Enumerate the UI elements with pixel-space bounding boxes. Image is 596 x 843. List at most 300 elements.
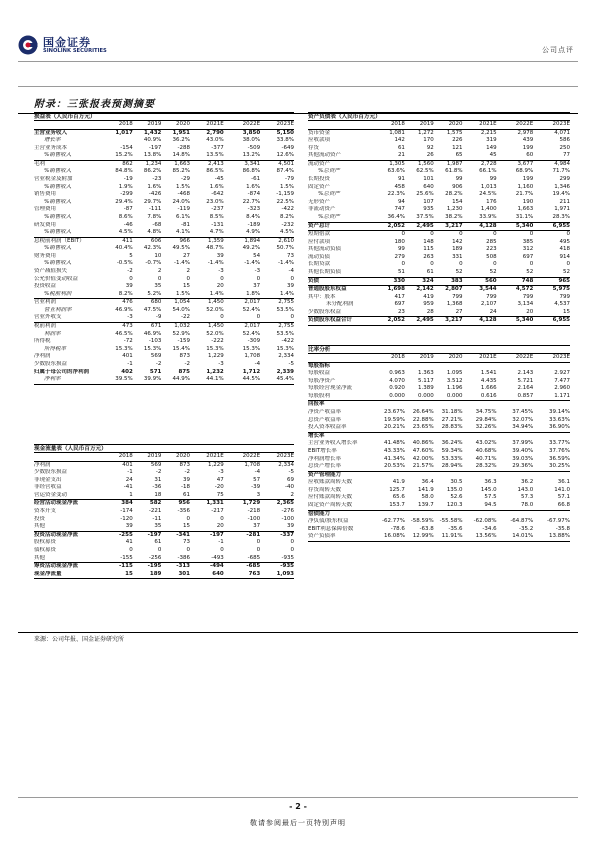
- row-label: 资产负债率: [308, 533, 374, 541]
- row-label: 现金净流量: [34, 571, 104, 579]
- table-cell: 2,495: [405, 222, 434, 231]
- table-cell: 747: [394, 206, 405, 213]
- table-row: [308, 518, 570, 526]
- table-cell: -649: [281, 144, 294, 151]
- table-cell: 2: [157, 267, 162, 274]
- table-cell: 697: [394, 301, 405, 308]
- table-cell: 36.1: [557, 479, 570, 486]
- table-cell: -119: [177, 206, 190, 213]
- table-cell: 154: [452, 198, 463, 205]
- table-cell: 1.5%: [280, 183, 294, 190]
- table-cell: 11.91%: [434, 533, 463, 541]
- income-statement-table: [34, 112, 294, 385]
- table-row: [34, 176, 294, 184]
- table-cell: 39: [260, 523, 294, 531]
- table-row: [34, 563, 294, 571]
- table-cell: 38.2%: [434, 214, 463, 222]
- table-cell: 36.2%: [172, 137, 190, 144]
- table-row: [34, 516, 294, 524]
- table-cell: 24.5%: [479, 191, 497, 198]
- table-cell: -100: [281, 515, 294, 522]
- table-cell: 15.3%: [115, 345, 133, 352]
- table-cell: 86.5%: [206, 168, 224, 175]
- table-cell: -81: [180, 221, 190, 228]
- table-cell: 139.7: [405, 502, 434, 510]
- table-cell: 125.7: [389, 486, 405, 493]
- table-cell: -685: [224, 555, 260, 563]
- table-cell: 92: [426, 144, 434, 151]
- table-row: [308, 269, 570, 277]
- table-cell: 4,071: [554, 129, 570, 136]
- table-cell: 1,712: [242, 368, 261, 375]
- table-cell: -68: [152, 221, 162, 228]
- table-cell: 4.5%: [104, 229, 133, 237]
- table-cell: -1: [127, 360, 133, 367]
- table-cell: 24.0%: [172, 198, 190, 205]
- table-row: [34, 229, 294, 237]
- table-row: [308, 277, 570, 286]
- table-cell: -197: [148, 144, 162, 151]
- table-cell: -1,159: [276, 191, 294, 198]
- row-label: 偿债能力: [308, 510, 331, 517]
- table-cell: 875: [178, 368, 190, 375]
- table-cell: -232: [281, 221, 294, 228]
- table-cell: 28.3%: [533, 214, 570, 222]
- table-cell: -5: [288, 469, 294, 476]
- table-cell: 0: [401, 261, 405, 268]
- table-cell: 324: [405, 277, 434, 286]
- table-cell: 61.8%: [445, 168, 463, 175]
- table-cell: 15: [533, 309, 570, 317]
- table-cell: 61: [161, 492, 190, 500]
- table-row: [34, 291, 294, 299]
- table-cell: -72: [123, 338, 133, 345]
- column-header: 2018: [104, 453, 133, 461]
- table-header-row: [34, 121, 294, 129]
- table-cell: -4: [288, 267, 294, 274]
- table-row: [34, 523, 294, 531]
- table-header-row: [308, 354, 570, 362]
- table-cell: -55.58%: [439, 518, 463, 525]
- column-header: 2020: [434, 354, 463, 362]
- table-cell: 330: [374, 277, 405, 286]
- table-cell: [463, 362, 497, 370]
- table-row: [308, 432, 570, 440]
- table-row: [308, 184, 570, 192]
- table-cell: 39.40%: [512, 447, 534, 454]
- table-row: [34, 314, 294, 322]
- table-cell: [463, 510, 497, 518]
- table-cell: -1: [127, 469, 133, 476]
- table-cell: 2,017: [244, 323, 261, 330]
- row-label: 资本开支: [34, 508, 57, 515]
- table-cell: 28.2%: [445, 191, 463, 198]
- row-label: 短期借款: [308, 231, 331, 238]
- table-cell: -935: [280, 563, 294, 570]
- table-cell: 402: [121, 368, 133, 375]
- table-cell: 53.5%: [276, 306, 294, 313]
- row-label: 负债股东权益合计: [308, 317, 374, 326]
- table-cell: 1.541: [480, 370, 497, 377]
- table-cell: 586: [559, 137, 570, 144]
- table-cell: 61: [154, 539, 162, 546]
- table-cell: 799: [522, 293, 534, 300]
- table-cell: 27: [434, 309, 463, 317]
- table-cell: -218: [247, 508, 261, 515]
- row-label: 研发费用: [34, 221, 57, 228]
- table-row: [308, 533, 570, 541]
- table-cell: 107: [423, 198, 434, 205]
- row-label: 无形资产: [308, 198, 331, 205]
- row-label: 每股股利: [308, 393, 374, 401]
- table-row: [34, 268, 294, 276]
- table-cell: 0: [430, 261, 434, 268]
- table-cell: -217: [211, 508, 224, 515]
- row-label: 销售费用: [34, 191, 57, 198]
- row-label: 净资产收益率: [308, 409, 342, 416]
- table-cell: 1,093: [260, 571, 294, 579]
- table-cell: 46.5%: [115, 330, 133, 337]
- row-label: 归属于母公司的净利润: [34, 368, 90, 375]
- table-cell: 560: [463, 277, 497, 286]
- table-cell: 36.90%: [533, 424, 570, 432]
- row-label: 未分配利润: [326, 301, 354, 308]
- table-cell: -79: [285, 176, 294, 183]
- table-cell: -20: [214, 484, 224, 491]
- table-header-row: [34, 453, 294, 461]
- table-cell: 85.2%: [172, 168, 190, 175]
- table-cell: 13.56%: [463, 533, 497, 541]
- table-cell: -189: [247, 221, 261, 228]
- table-row: [34, 237, 294, 245]
- table-cell: 94: [397, 198, 405, 205]
- table-cell: -5: [288, 360, 294, 367]
- table-cell: -58.59%: [410, 518, 434, 525]
- table-cell: [497, 362, 534, 370]
- table-cell: 1.6%: [209, 183, 224, 190]
- table-cell: 6.1%: [175, 213, 190, 220]
- table-cell: 41.9: [392, 479, 405, 486]
- table-row: [308, 362, 570, 370]
- table-cell: 52.6: [450, 494, 463, 501]
- table-cell: 37.45%: [512, 409, 534, 416]
- table-cell: 383: [434, 277, 463, 286]
- table-cell: 1.5%: [175, 183, 190, 190]
- table-row: [308, 471, 570, 479]
- table-cell: 640: [423, 183, 434, 190]
- table-cell: 1.6%: [147, 183, 162, 190]
- table-row: [308, 510, 570, 518]
- table-cell: 24: [125, 476, 133, 483]
- column-header: 2021E: [463, 354, 497, 362]
- table-cell: 36.24%: [441, 440, 463, 447]
- row-label: 营运资金变动: [34, 492, 104, 500]
- table-row: [308, 378, 570, 386]
- table-cell: 145.0: [480, 486, 497, 493]
- table-cell: 5,150: [276, 129, 294, 136]
- table-cell: 4.9%: [224, 229, 260, 237]
- table-cell: 2.164: [517, 385, 534, 392]
- table-cell: 1,450: [208, 323, 224, 330]
- table-cell: -386: [161, 555, 190, 563]
- table-cell: -2: [184, 469, 190, 476]
- table-cell: 49.2%: [242, 245, 261, 252]
- row-label: 每股净资产: [308, 377, 336, 384]
- table-cell: -46: [123, 221, 133, 228]
- table-cell: 458: [394, 183, 405, 190]
- table-cell: 40.71%: [475, 455, 497, 462]
- table-cell: 15: [182, 283, 190, 290]
- table-cell: 73: [182, 539, 190, 546]
- table-cell: 873: [179, 461, 190, 468]
- table-cell: 47.5%: [143, 306, 162, 313]
- table-cell: 799: [486, 293, 497, 300]
- table-cell: -493: [190, 555, 224, 563]
- row-label: 应付账款周转天数: [308, 494, 353, 501]
- table-cell: 141.0: [554, 486, 570, 493]
- table-cell: 223: [486, 246, 497, 253]
- table-row: [308, 494, 570, 502]
- table-cell: [497, 510, 534, 518]
- table-cell: -41: [123, 484, 133, 491]
- column-header: 2022E: [224, 453, 260, 461]
- table-cell: [533, 362, 570, 370]
- title-top-rule: [18, 86, 578, 87]
- table-row: [308, 176, 570, 184]
- row-label: 每股指标: [308, 362, 331, 369]
- row-label: %销售收入: [44, 245, 72, 252]
- table-cell: -426: [148, 191, 162, 198]
- column-header: 2019: [405, 354, 434, 362]
- row-label: 主营业务成本: [34, 144, 68, 151]
- table-cell: 12.6%: [260, 152, 294, 160]
- row-label: 增长率: [44, 137, 61, 144]
- table-cell: 23.0%: [206, 198, 224, 205]
- table-cell: 1,230: [446, 206, 463, 213]
- table-cell: 36.3: [484, 479, 497, 486]
- row-label: %税前利润: [34, 291, 104, 299]
- table-cell: 23.65%: [405, 424, 434, 432]
- table-row: [308, 440, 570, 448]
- table-cell: -100: [247, 515, 261, 522]
- table-cell: 59.34%: [441, 447, 463, 454]
- table-cell: 1.4%: [190, 291, 224, 299]
- table-cell: 473: [122, 323, 133, 330]
- cashflow-statement-table: [34, 444, 294, 579]
- table-cell: 2.927: [554, 370, 570, 377]
- table-cell: 39: [182, 476, 190, 483]
- column-header: [34, 453, 104, 461]
- column-header: 2023E: [260, 121, 294, 129]
- table-cell: 312: [522, 246, 534, 253]
- table-cell: 0: [256, 539, 261, 546]
- table-cell: -281: [246, 531, 261, 538]
- table-cell: 1,081: [389, 129, 405, 136]
- row-label: 少数股东权益: [308, 309, 374, 317]
- table-cell: 3,134: [517, 301, 534, 308]
- table-cell: 965: [533, 277, 570, 286]
- table-cell: 4.1%: [161, 229, 190, 237]
- table-cell: 3,850: [242, 129, 261, 136]
- table-cell: 1.6%: [246, 183, 261, 190]
- table-cell: 569: [150, 461, 162, 468]
- table-row: [34, 361, 294, 369]
- table-cell: 226: [452, 137, 463, 144]
- table-cell: 569: [150, 353, 162, 360]
- table-cell: 5.2%: [133, 291, 162, 299]
- table-cell: 6,955: [533, 317, 570, 326]
- table-cell: 4,984: [554, 160, 570, 167]
- table-cell: 99: [455, 176, 463, 183]
- table-row: [308, 254, 570, 262]
- table-cell: -276: [281, 508, 294, 515]
- table-cell: 22.7%: [242, 198, 261, 205]
- table-cell: [497, 401, 534, 409]
- brand-name-en: SINOLINK SECURITIES: [43, 48, 107, 54]
- table-cell: 1,346: [554, 183, 570, 190]
- table-cell: 53.33%: [441, 455, 463, 462]
- table-cell: 1,368: [446, 301, 463, 308]
- row-label: %总资产: [308, 214, 374, 222]
- column-header: 2022E: [224, 121, 260, 129]
- table-cell: -36: [152, 484, 162, 491]
- table-cell: 1,432: [143, 129, 162, 136]
- table-cell: 22.3%: [387, 191, 405, 198]
- table-cell: 5.721: [517, 377, 534, 384]
- table-cell: 30.25%: [533, 463, 570, 471]
- table-cell: 1,450: [208, 299, 224, 306]
- table-cell: 0: [290, 546, 294, 553]
- table-cell: 0: [224, 314, 260, 322]
- table-cell: 1,698: [387, 286, 405, 293]
- table-cell: -4: [254, 360, 261, 367]
- table-cell: 966: [179, 237, 190, 244]
- table-cell: -11: [152, 515, 162, 522]
- table-cell: -337: [280, 531, 294, 538]
- table-cell: 384: [121, 500, 133, 507]
- table-cell: -299: [120, 191, 133, 198]
- table-cell: -509: [247, 144, 261, 151]
- table-cell: 21.57%: [405, 463, 434, 471]
- table-cell: 1,729: [242, 500, 261, 507]
- table-cell: 5,975: [552, 286, 570, 293]
- table-cell: 43.02%: [475, 440, 497, 447]
- table-cell: 180: [394, 238, 405, 245]
- footer-divider: [18, 797, 578, 798]
- table-cell: -341: [176, 531, 190, 538]
- table-cell: 2.143: [517, 370, 534, 377]
- table-cell: -120: [120, 515, 133, 522]
- table-row: [308, 309, 570, 317]
- table-cell: 66.1%: [479, 168, 497, 175]
- table-cell: 417: [394, 293, 405, 300]
- table-cell: 2,215: [480, 129, 497, 136]
- table-cell: -111: [148, 206, 162, 213]
- table-cell: 39.9%: [133, 376, 162, 384]
- table-cell: 7.477: [554, 377, 570, 384]
- row-label: 毛利: [34, 160, 46, 167]
- table-cell: 73: [287, 252, 294, 259]
- table-cell: 2,052: [374, 317, 405, 326]
- table-cell: -159: [177, 338, 190, 345]
- table-cell: 7.8%: [147, 213, 162, 220]
- table-cell: 1,013: [480, 183, 497, 190]
- table-cell: 25.6%: [416, 191, 434, 198]
- table-row: [34, 346, 294, 354]
- table-cell: [434, 432, 463, 440]
- table-cell: 1,232: [206, 368, 224, 375]
- table-cell: 0: [459, 231, 463, 238]
- table-cell: -34.6: [482, 525, 497, 532]
- page-title: 附录：三张报表预测摘要: [34, 99, 155, 110]
- row-label: 其他长期负债: [308, 269, 374, 277]
- table-cell: 1,987: [446, 160, 463, 167]
- table-cell: 33.63%: [549, 416, 570, 423]
- table-row: [34, 376, 294, 384]
- table-cell: 22.5%: [276, 198, 294, 205]
- table-row: [308, 137, 570, 145]
- table-row: [34, 555, 294, 563]
- table-cell: 39: [104, 523, 133, 531]
- row-label: 固定资产周转天数: [308, 502, 374, 510]
- table-cell: -422: [281, 206, 294, 213]
- table-cell: 0: [493, 261, 497, 268]
- table-cell: 32.26%: [463, 424, 497, 432]
- table-cell: 1,894: [244, 237, 261, 244]
- table-cell: 52.9%: [172, 330, 190, 337]
- table-cell: 15.3%: [143, 345, 162, 352]
- row-label: 净利润: [34, 461, 51, 468]
- table-cell: -255: [119, 531, 133, 538]
- table-cell: 57: [253, 476, 261, 483]
- row-label: %销售收入: [44, 198, 72, 205]
- row-label: 债权募资: [34, 546, 57, 553]
- table-cell: 4.7%: [190, 229, 224, 237]
- table-cell: 15.4%: [172, 345, 190, 352]
- table-cell: 4,537: [554, 301, 570, 308]
- table-cell: -685: [246, 563, 261, 570]
- table-row: [308, 231, 570, 239]
- row-label: %销售收入: [44, 168, 72, 175]
- table-cell: -377: [211, 144, 224, 151]
- table-cell: 862: [122, 160, 133, 167]
- table-cell: 52.4%: [242, 306, 261, 313]
- table-cell: 0.000: [405, 393, 434, 401]
- row-label: 流动负债: [308, 253, 331, 260]
- table-row: [34, 539, 294, 547]
- table-cell: 697: [522, 253, 534, 260]
- table-cell: -3: [104, 314, 133, 322]
- table-cell: 6,955: [533, 222, 570, 231]
- table-cell: 33.77%: [549, 440, 570, 447]
- table-cell: 2,728: [480, 160, 497, 167]
- table-cell: 36.4: [421, 479, 434, 486]
- table-cell: 2: [186, 267, 190, 274]
- table-cell: [374, 432, 405, 440]
- table-cell: 39: [125, 283, 133, 290]
- table-cell: 35: [154, 283, 162, 290]
- table-cell: 58.0: [421, 494, 434, 501]
- table-cell: 906: [452, 183, 463, 190]
- table-cell: -3: [254, 267, 261, 274]
- table-cell: -874: [247, 191, 261, 198]
- table-cell: -35.8: [555, 525, 570, 532]
- row-label: 净负债/股东权益: [308, 518, 349, 525]
- table-cell: 121: [452, 144, 463, 151]
- table-cell: 1,234: [145, 160, 162, 167]
- table-cell: 1.095: [446, 370, 463, 377]
- row-label: 非经营收益: [34, 484, 62, 491]
